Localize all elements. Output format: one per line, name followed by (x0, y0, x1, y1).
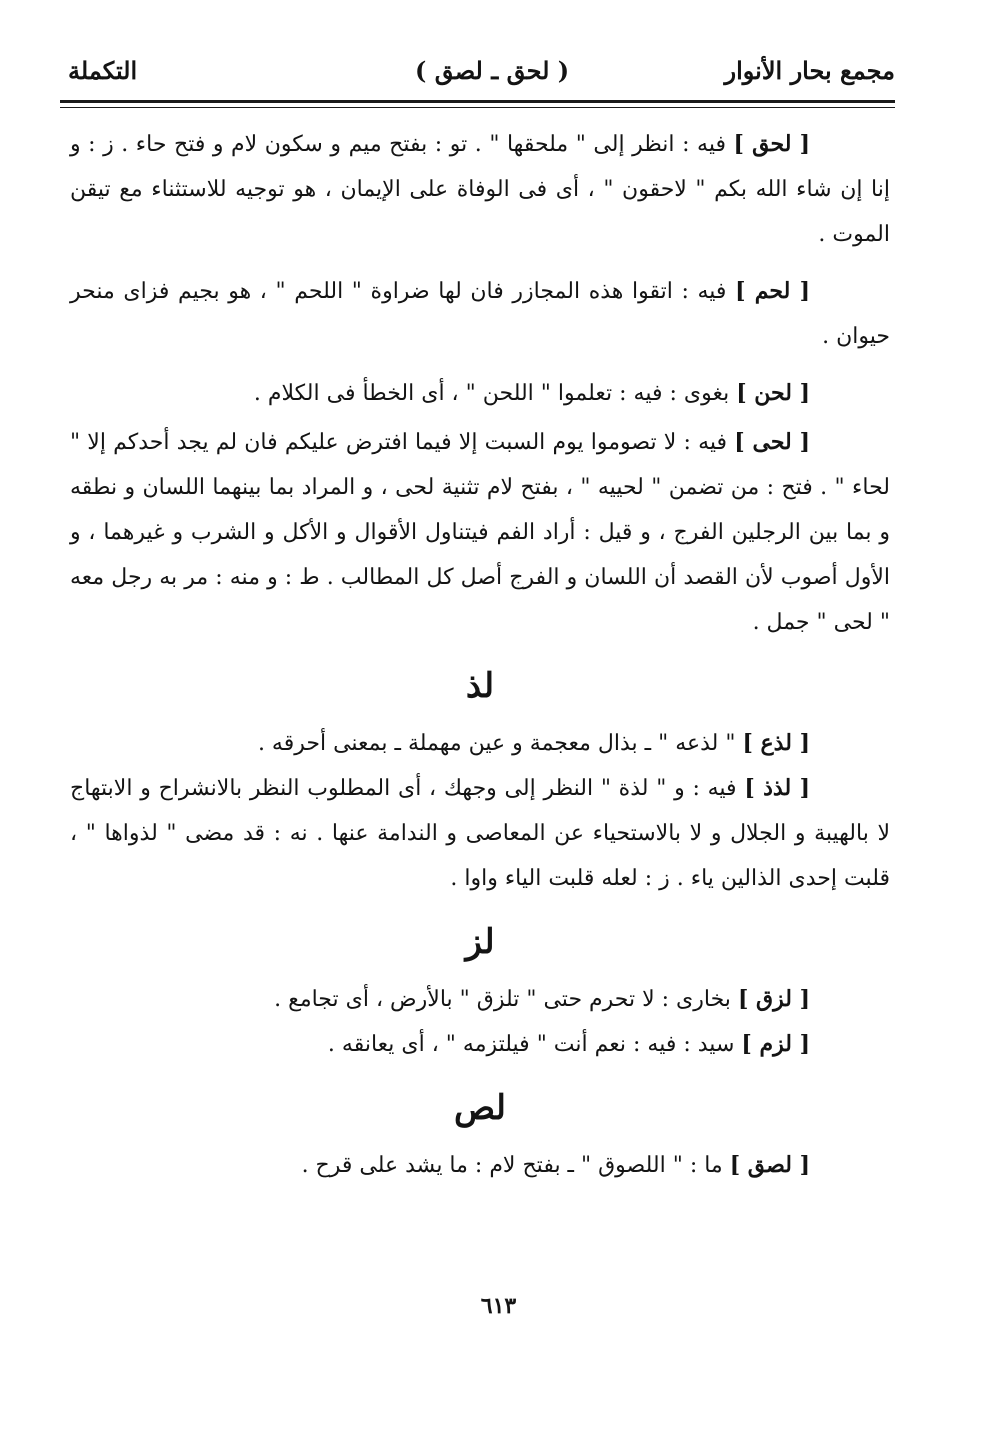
entry-lahy (70, 420, 890, 645)
entry-text: فيه : انظر إلى " ملحقها " . تو : بفتح ميم و سكون لام و فتح حاء . ز : و إنا إن شاء الله بكم " لاحقون " ، أى فى الوفاة على الإيمان ، هو توجيه للاستثناء مع تيقن الموت . (70, 132, 890, 247)
page-number: ٦١٣ (480, 1293, 517, 1319)
entry-lahiqa (70, 122, 890, 257)
entry-laziqa (70, 977, 890, 1022)
entry-ladhdha (70, 766, 890, 901)
page-body (70, 122, 890, 1188)
entry-text: " لذعه " ـ بذال معجمة و عين مهملة ـ بمعنى أحرقه . (257, 731, 736, 756)
volume-label: التكملة (68, 56, 138, 85)
entry-lazima (70, 1022, 890, 1067)
entry-headword: [ لذع ] (742, 730, 810, 756)
entry-headword: [ لصق ] (729, 1152, 810, 1178)
entry-headword: [ لحى ] (734, 429, 810, 455)
entry-headword: [ لذذ ] (744, 775, 811, 801)
entry-range: ( لحق ـ لصق ) (415, 56, 570, 85)
entry-lahm (70, 269, 890, 359)
section-heading: لص (453, 1088, 506, 1128)
entry-text: سيد : فيه : نعم أنت " فيلتزمه " ، أى يعانقه . (327, 1032, 735, 1057)
running-header (60, 48, 895, 100)
entry-text: بغوى : فيه : تعلموا " اللحن " ، أى الخطأ فى الكلام . (253, 381, 730, 406)
entry-headword: [ لحن ] (736, 380, 810, 406)
entry-ladha (70, 721, 890, 766)
header-rule-thin (60, 107, 895, 108)
entry-text: فيه : اتقوا هذه المجازر فان لها ضراوة " اللحم " ، هو بجيم فزاى منحر حيوان . (70, 279, 890, 349)
entry-headword: [ لحم ] (735, 278, 810, 304)
entry-text: بخارى : لا تحرم حتى " تلزق " بالأرض ، أى تجامع . (274, 987, 731, 1012)
entry-lasiqa (70, 1143, 890, 1188)
entry-lahn (70, 371, 890, 416)
entry-text: فيه : و " لذة " النظر إلى وجهك ، أى المطلوب النظر بالانشراح و الابتهاج لا بالهيبة و الجلال و لا بالاستحياء عن المعاصى و الندامة عنها . نه : قد مضى " لذواها " ، قلبت إحدى الذالين ياء . ز : لعله قلبت الياء واوا . (70, 776, 890, 891)
entry-headword: [ لحق ] (733, 131, 811, 157)
entry-text: فيه : لا تصوموا يوم السبت إلا فيما افترض عليكم فان لم يجد أحدكم إلا " لحاء " . فتح : من تضمن " لحييه " ، بفتح لام تثنية لحى ، و المراد بما بينهما اللسان و نطقه و بما بين الرجلين الفرج ، و قيل : أراد الفم فيتناول الأقوال و الأكل و الشرب و غيرهما ، و الأول أصوب لأن القصد أن اللسان و الفرج أصل كل المطالب . ط : و منه : مر به رجل معه " لحى " جمل . (70, 430, 890, 635)
section-heading: لذ (465, 666, 495, 706)
entry-headword: [ لزق ] (737, 986, 810, 1012)
header-rule (60, 100, 895, 103)
entry-text: ما : " اللصوق " ـ بفتح لام : ما يشد على قرح . (301, 1153, 723, 1178)
entry-headword: [ لزم ] (741, 1031, 810, 1057)
book-title: مجمع بحار الأنوار (724, 56, 895, 85)
section-heading: لز (465, 922, 495, 962)
